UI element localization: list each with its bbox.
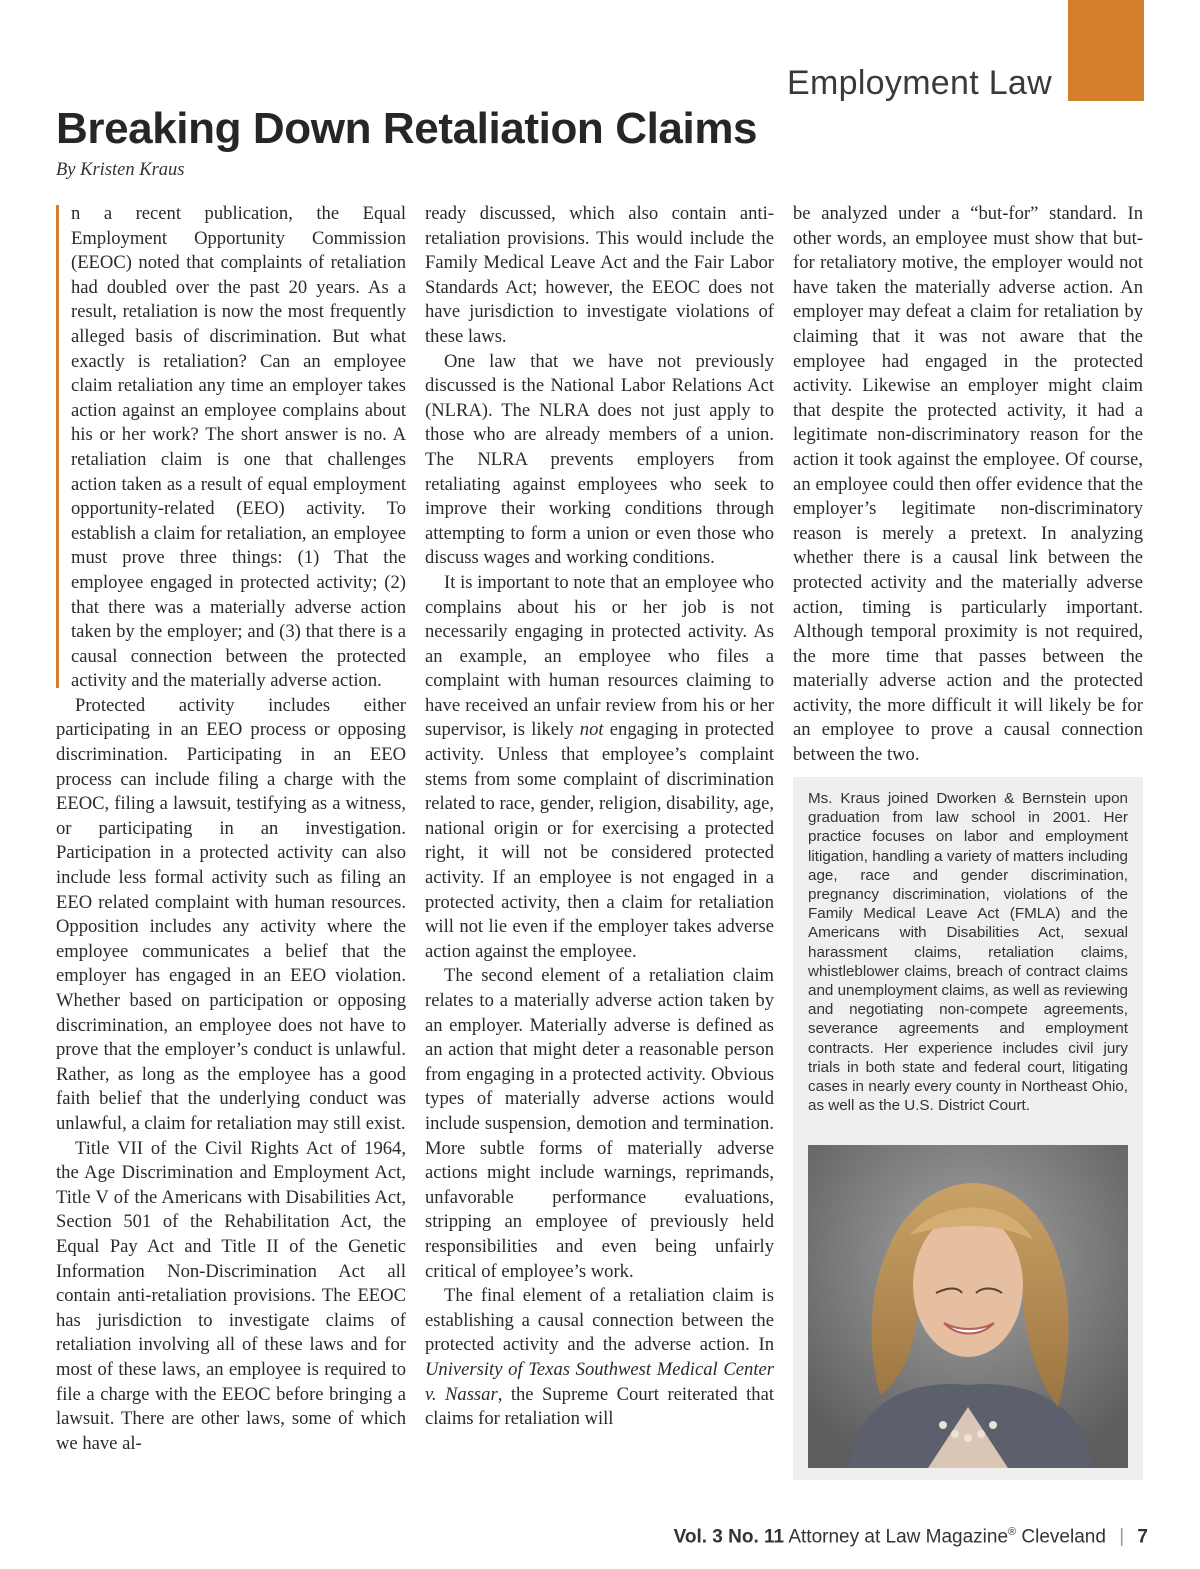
paragraph (425, 571, 774, 965)
volume-issue: Vol. 3 No. 11 (673, 1526, 785, 1548)
registered-mark: ® (1008, 1526, 1017, 1538)
footer-separator: | (1119, 1526, 1125, 1548)
paragraph: ready discussed, which also contain anti-retaliation provisions. This would include the Family Medical Leave Act and the Fair Labor Standards Act; however, the EEOC does not have jurisdiction to investigate violations of these laws. (425, 203, 774, 347)
author-bio-text: Ms. Kraus joined Dworken & Bernstein upon graduation from law school in 2001. Her practice focuses on labor and employment litigation, handling a variety of matters including age, race and gender discrimination, pregnancy discrimination, violations of the Family Medical Leave Act (FMLA) and the Americans with Disabilities Act, sexual harassment claims, retaliation claims, whistleblower claims, breach of contract claims and unemployment claims, as well as reviewing and negotiating non-compete agreements, severance agreements and employment contracts. Her experience includes civil jury trials in both state and federal court, litigating cases in nearly every county in Northeast Ohio, as well as the U.S. District Court. (808, 790, 1128, 1115)
paragraph: One law that we have not previously discussed is the National Labor Relations Act (NLRA). The NLRA does not just apply to those who are already members of a union. The NLRA prevents employers from retaliating against employees who seek to improve their working conditions through attempting to form a union or even those who discuss wages and working conditions. (425, 350, 774, 569)
article-column-1 (56, 202, 406, 1456)
author-portrait-icon (808, 1145, 1128, 1468)
paragraph (425, 1284, 774, 1432)
text-run: The final element of a retaliation claim is establishing a causal connection between the protected activity and the adverse action. In (425, 1285, 774, 1356)
paragraph: n a recent publication, the Equal Employment Opportunity Commission (EEOC) noted that complaints of retaliation had doubled over the past 20 years. As a result, retaliation is now the most frequently alleged basis of discrimination. But what exactly is retaliation? Can an employee claim retaliation any time an employer takes action against an employee complains about his or her work? The short answer is no. A retaliation claim is one that challenges action taken as a result of equal employment opportunity-related (EEO) activity. To establish a claim for retaliation, an employee must prove three things: (1) That the employee engaged in protected activity; (2) that there was a materially adverse action taken by the employer; and (3) that there is a causal connection between the protected activity and the materially adverse action. (71, 203, 406, 692)
paragraph: Title VII of the Civil Rights Act of 1964, the Age Discrimination and Employment Act, Title V of the Americans with Disabilities Act, Section 501 of the Rehabilitation Act, the Equal Pay Act and Title II of the Genetic Information Non-Discrimination Act all contain anti-retaliation provisions. The EEOC has jurisdiction to investigate claims of retaliation involving all of these laws and for most of these laws, an employee is required to file a charge with the EEOC before bringing a lawsuit. There are other laws, some of which we have al- (56, 1137, 406, 1454)
paragraph: The second element of a retaliation claim relates to a materially adverse action taken by an employer. Materially adverse is defined as an action that might deter a reasonable person from engaging in a protected activity. Obvious types of materially adverse actions would include suspension, demotion and termination. More subtle forms of materially adverse actions might include warnings, reprimands, unfavorable performance evaluations, stripping an employee of previously held responsibilities and even being unfairly critical of employee’s work. (425, 965, 774, 1282)
paragraph: Protected activity includes either participating in an EEO process or opposing discrimination. Participating in an EEO process can include filing a charge with the EEOC, filing a lawsuit, testifying as a witness, or participating in an investigation. Participation in a protected activity can also include less formal activity such as filing an EEO related complaint with human resources. Opposition includes any activity where the employee communicates a belief that the employer has engaged in an EEO violation. Whether based on participation or opposing discrimination, an employee does not have to prove that the employer’s conduct is unlawful. Rather, as long as the employee has a good faith belief that the underlying conduct was unlawful, a claim for retaliation may still exist. (56, 694, 406, 1134)
magazine-name: Attorney at Law Magazine (788, 1526, 1009, 1548)
case-name: University of Texas Southwest Medical Center v. Nassar (425, 1358, 774, 1405)
text-run: , the Supreme Court reiterated that claims for retaliation will (425, 1383, 774, 1430)
page-number: 7 (1137, 1526, 1148, 1548)
article-column-3 (793, 202, 1143, 768)
byline: By Kristen Kraus (56, 160, 185, 180)
author-bio-box (793, 777, 1143, 1480)
magazine-city: Cleveland (1021, 1526, 1106, 1548)
article-column-2 (425, 202, 774, 1432)
dropcap-paragraph (56, 202, 406, 694)
article-title: Breaking Down Retaliation Claims (56, 104, 758, 153)
portrait-illustration (808, 1145, 1128, 1468)
section-label: Employment Law (787, 64, 1052, 102)
emphasis-text: not (579, 719, 604, 741)
section-accent-bar (1068, 0, 1144, 101)
text-run: engaging in protected activity. Unless that employee’s complaint stems from some complaint of discrimination related to race, gender, religion, disability, age, national origin or for exercising a protected right, it will not be considered protected activity. If an employee is not engaged in a protected activity, then a claim for retaliation will not lie even if the employer takes adverse action against the employee. (425, 719, 774, 962)
dropcap-letter (56, 205, 59, 688)
text-run: It is important to note that an employee who complains about his or her job is not necessarily engaging in protected activity. As an example, an employee who files a complaint with human resources claiming to have received an unfair review from his or her supervisor, is likely (425, 571, 774, 741)
paragraph: be analyzed under a “but-for” standard. In other words, an employee must show that but-for retaliatory motive, the employer would not have taken the materially adverse action. An employer may defeat a claim for retaliation by claiming that it was not aware that the employee had engaged in the protected activity. Likewise an employer might claim that despite the protected activity, it had a legitimate non-discriminatory reason for the action it took against the employee. Of course, an employee could then offer evidence that the employer’s legitimate non-discriminatory reason is merely a pretext. In analyzing whether there is a causal link between the protected activity and the materially adverse action, timing is particularly important. Although temporal proximity is not required, the more time that passes between the materially adverse action and the protected activity, the more difficult it will likely be for an employee to prove a causal connection between the two. (793, 203, 1143, 766)
page-footer (674, 1526, 1148, 1548)
